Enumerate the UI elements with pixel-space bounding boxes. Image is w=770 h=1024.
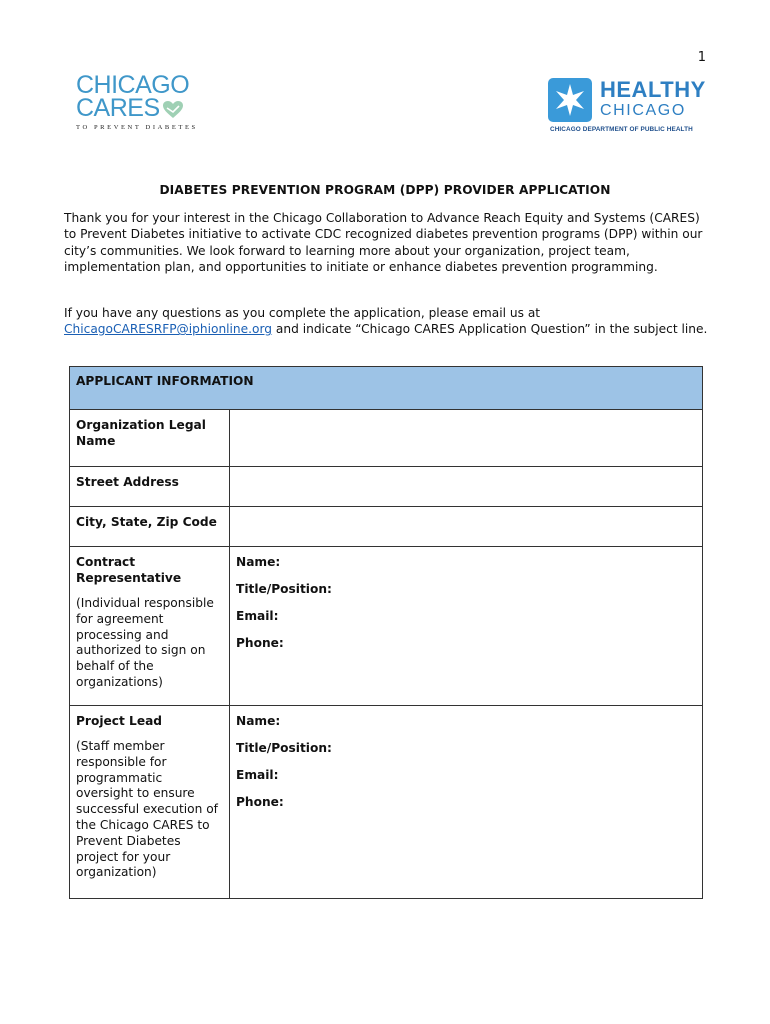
chicago-cares-logo-line2-row xyxy=(76,94,196,122)
questions-text-before: If you have any questions as you complete the application, please email us at xyxy=(64,306,541,320)
questions-text-after: and indicate “Chicago CARES Application Question” in the subject line. xyxy=(272,322,708,337)
contact-email-link[interactable]: ChicagoCARESRFP@iphionline.org xyxy=(64,322,273,337)
project-lead-name-label: Name: xyxy=(236,714,281,728)
intro-paragraph: Thank you for your interest in the Chicago Collaboration to Advance Reach Equity and Systems (CARES) to Prevent Diabetes initiative to activate CDC recognized diabetes prevention programs (DPP) within our city’s communities. We look forward to learning more about your organization, project team, implementation plan, and opportunities to initiate or enhance diabetes prevention programming. xyxy=(64,211,703,274)
applicant-information-header: APPLICANT INFORMATION xyxy=(70,367,703,410)
table-row xyxy=(70,467,703,507)
questions-paragraph xyxy=(64,305,714,338)
contract-rep-description: (Individual responsible for agreement processing and authorized to sign on behalf of the organizations) xyxy=(76,596,214,689)
project-lead-fields[interactable] xyxy=(230,706,703,899)
chicago-cares-logo-line2: CARES xyxy=(76,94,160,122)
document-title: DIABETES PREVENTION PROGRAM (DPP) PROVIDER APPLICATION xyxy=(159,183,611,197)
contract-rep-email-label: Email: xyxy=(236,609,279,623)
table-header-row xyxy=(70,367,703,410)
project-lead-label: Project Lead xyxy=(76,714,163,728)
contract-rep-label-cell xyxy=(70,547,230,706)
contract-rep-title-label: Title/Position: xyxy=(236,582,332,596)
org-name-field[interactable] xyxy=(230,410,703,467)
healthy-chicago-logo-line1: HEALTHY xyxy=(600,77,706,102)
table-row xyxy=(70,507,703,547)
project-lead-description: (Staff member responsible for programmatic oversight to ensure successful execution of the Chicago CARES to Prevent Diabetes project for your organization) xyxy=(76,739,218,880)
applicant-information-table xyxy=(69,366,703,899)
project-lead-email-label: Email: xyxy=(236,768,279,782)
contract-rep-name-label: Name: xyxy=(236,555,281,569)
city-state-zip-label: City, State, Zip Code xyxy=(70,507,230,547)
healthy-chicago-department: CHICAGO DEPARTMENT OF PUBLIC HEALTH xyxy=(550,126,693,133)
contract-rep-phone-label: Phone: xyxy=(236,636,284,650)
healthy-chicago-logo-line2: CHICAGO xyxy=(600,102,686,119)
chicago-cares-logo-line1: CHICAGO xyxy=(76,71,190,99)
heart-icon xyxy=(162,100,184,120)
street-address-label: Street Address xyxy=(70,467,230,507)
project-lead-title-label: Title/Position: xyxy=(236,741,332,755)
project-lead-label-cell xyxy=(70,706,230,899)
chicago-star-icon xyxy=(548,78,592,122)
page-number: 1 xyxy=(697,50,706,65)
table-row xyxy=(70,547,703,706)
chicago-cares-logo xyxy=(76,71,198,134)
contract-rep-label: Contract Representative xyxy=(76,555,182,585)
contract-rep-fields[interactable] xyxy=(230,547,703,706)
project-lead-phone-label: Phone: xyxy=(236,795,284,809)
chicago-cares-tagline: TO PREVENT DIABETES xyxy=(76,124,198,131)
city-state-zip-field[interactable] xyxy=(230,507,703,547)
healthy-chicago-logo xyxy=(548,78,708,138)
org-name-label: Organization Legal Name xyxy=(70,410,230,467)
street-address-field[interactable] xyxy=(230,467,703,507)
table-row xyxy=(70,706,703,899)
table-row xyxy=(70,410,703,467)
